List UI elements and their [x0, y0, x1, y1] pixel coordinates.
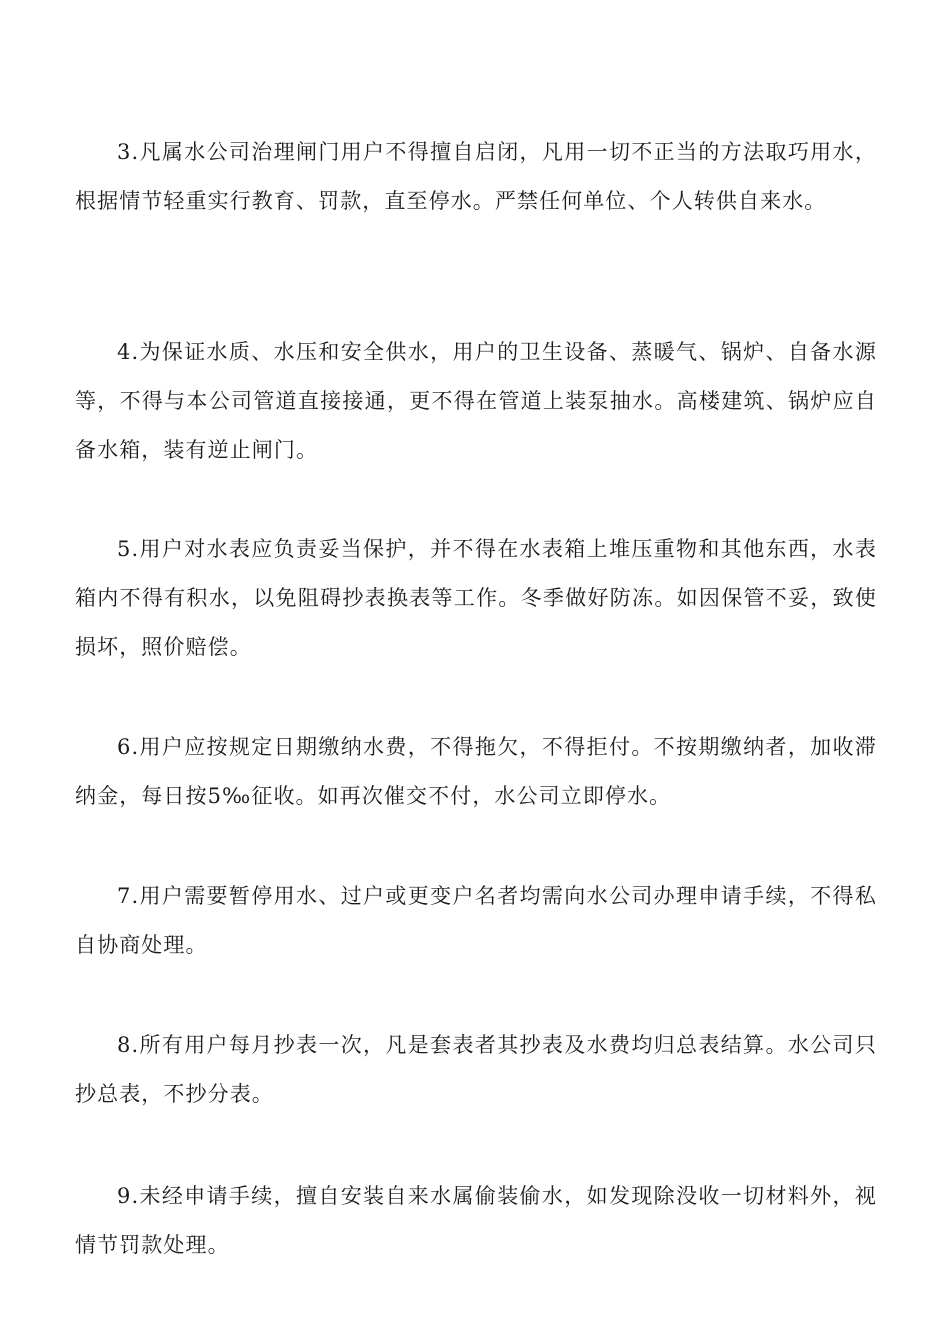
- paragraph-rule-6: 6.用户应按规定日期缴纳水费，不得拖欠，不得拒付。不按期缴纳者，加收滞纳金，每日按5‰征收。如再次催交不付，水公司立即停水。: [75, 735, 877, 808]
- paragraph-rule-4: 4.为保证水质、水压和安全供水，用户的卫生设备、蒸暖气、锅炉、自备水源等，不得与本公司管道直接接通，更不得在管道上装泵抽水。高楼建筑、锅炉应自备水箱，装有逆止闸门。: [75, 340, 877, 462]
- paragraph-rule-8: 8.所有用户每月抄表一次，凡是套表者其抄表及水费均归总表结算。水公司只抄总表，不抄分表。: [75, 1033, 877, 1106]
- paragraph-rule-3: 3.凡属水公司治理闸门用户不得擅自启闭，凡用一切不正当的方法取巧用水，根据情节轻重实行教育、罚款，直至停水。严禁任何单位、个人转供自来水。: [75, 140, 877, 213]
- paragraph-rule-5: 5.用户对水表应负责妥当保护，并不得在水表箱上堆压重物和其他东西，水表箱内不得有积水，以免阻碍抄表换表等工作。冬季做好防冻。如因保管不妥，致使损坏，照价赔偿。: [75, 537, 877, 659]
- paragraph-rule-7: 7.用户需要暂停用水、过户或更变户名者均需向水公司办理申请手续，不得私自协商处理。: [75, 884, 877, 957]
- paragraph-rule-9: 9.未经申请手续，擅自安装自来水属偷装偷水，如发现除没收一切材料外，视情节罚款处理。: [75, 1184, 877, 1257]
